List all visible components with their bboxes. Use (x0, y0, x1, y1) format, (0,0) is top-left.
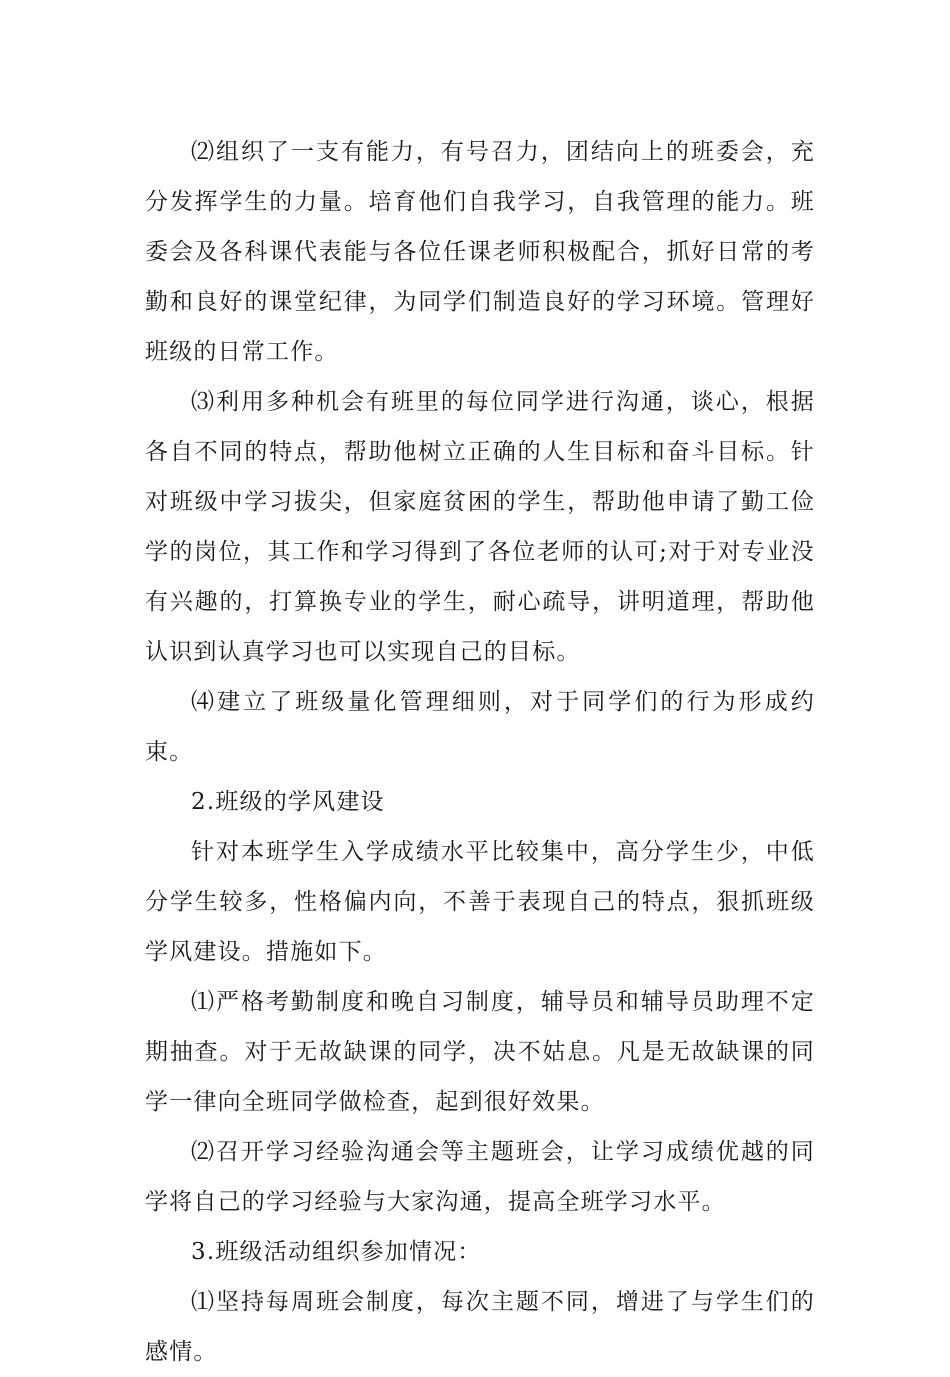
paragraph-weekly-meeting: ⑴坚持每周班会制度，每次主题不同，增进了与学生们的感情。 (145, 1289, 815, 1365)
paragraph-experience-meeting: ⑵召开学习经验沟通会等主题班会，让学习成绩优越的同学将自己的学习经验与大家沟通，提高全班学习水平。 (145, 1139, 815, 1215)
section-heading-study-style: 2.班级的学风建设 (191, 789, 385, 815)
paragraph-attendance: ⑴严格考勤制度和晚自习制度，辅导员和辅导员助理不定期抽查。对于无故缺课的同学，决不姑息。凡是无故缺课的同学一律向全班同学做检查，起到很好效果。 (145, 989, 815, 1115)
document-body (145, 127, 815, 1377)
paragraph-study-style-intro: 针对本班学生入学成绩水平比较集中，高分学生少，中低分学生较多，性格偏内向，不善于表现自己的特点，狠抓班级学风建设。措施如下。 (145, 839, 815, 965)
section-heading-activities: 3.班级活动组织参加情况： (191, 1239, 482, 1265)
paragraph-class-committee: ⑵组织了一支有能力，有号召力，团结向上的班委会，充分发挥学生的力量。培育他们自我学习，自我管理的能力。班委会及各科课代表能与各位任课老师积极配合，抓好日常的考勤和良好的课堂纪律，为同学们制造良好的学习环境。管理好班级的日常工作。 (145, 139, 815, 365)
paragraph-management-rules: ⑷建立了班级量化管理细则，对于同学们的行为形成约束。 (145, 689, 815, 765)
paragraph-communication: ⑶利用多种机会有班里的每位同学进行沟通，谈心，根据各自不同的特点，帮助他树立正确的人生目标和奋斗目标。针对班级中学习拔尖，但家庭贫困的学生，帮助他申请了勤工俭学的岗位，其工作和学习得到了各位老师的认可;对于对专业没有兴趣的，打算换专业的学生，耐心疏导，讲明道理，帮助他认识到认真学习也可以实现自己的目标。 (145, 389, 815, 665)
